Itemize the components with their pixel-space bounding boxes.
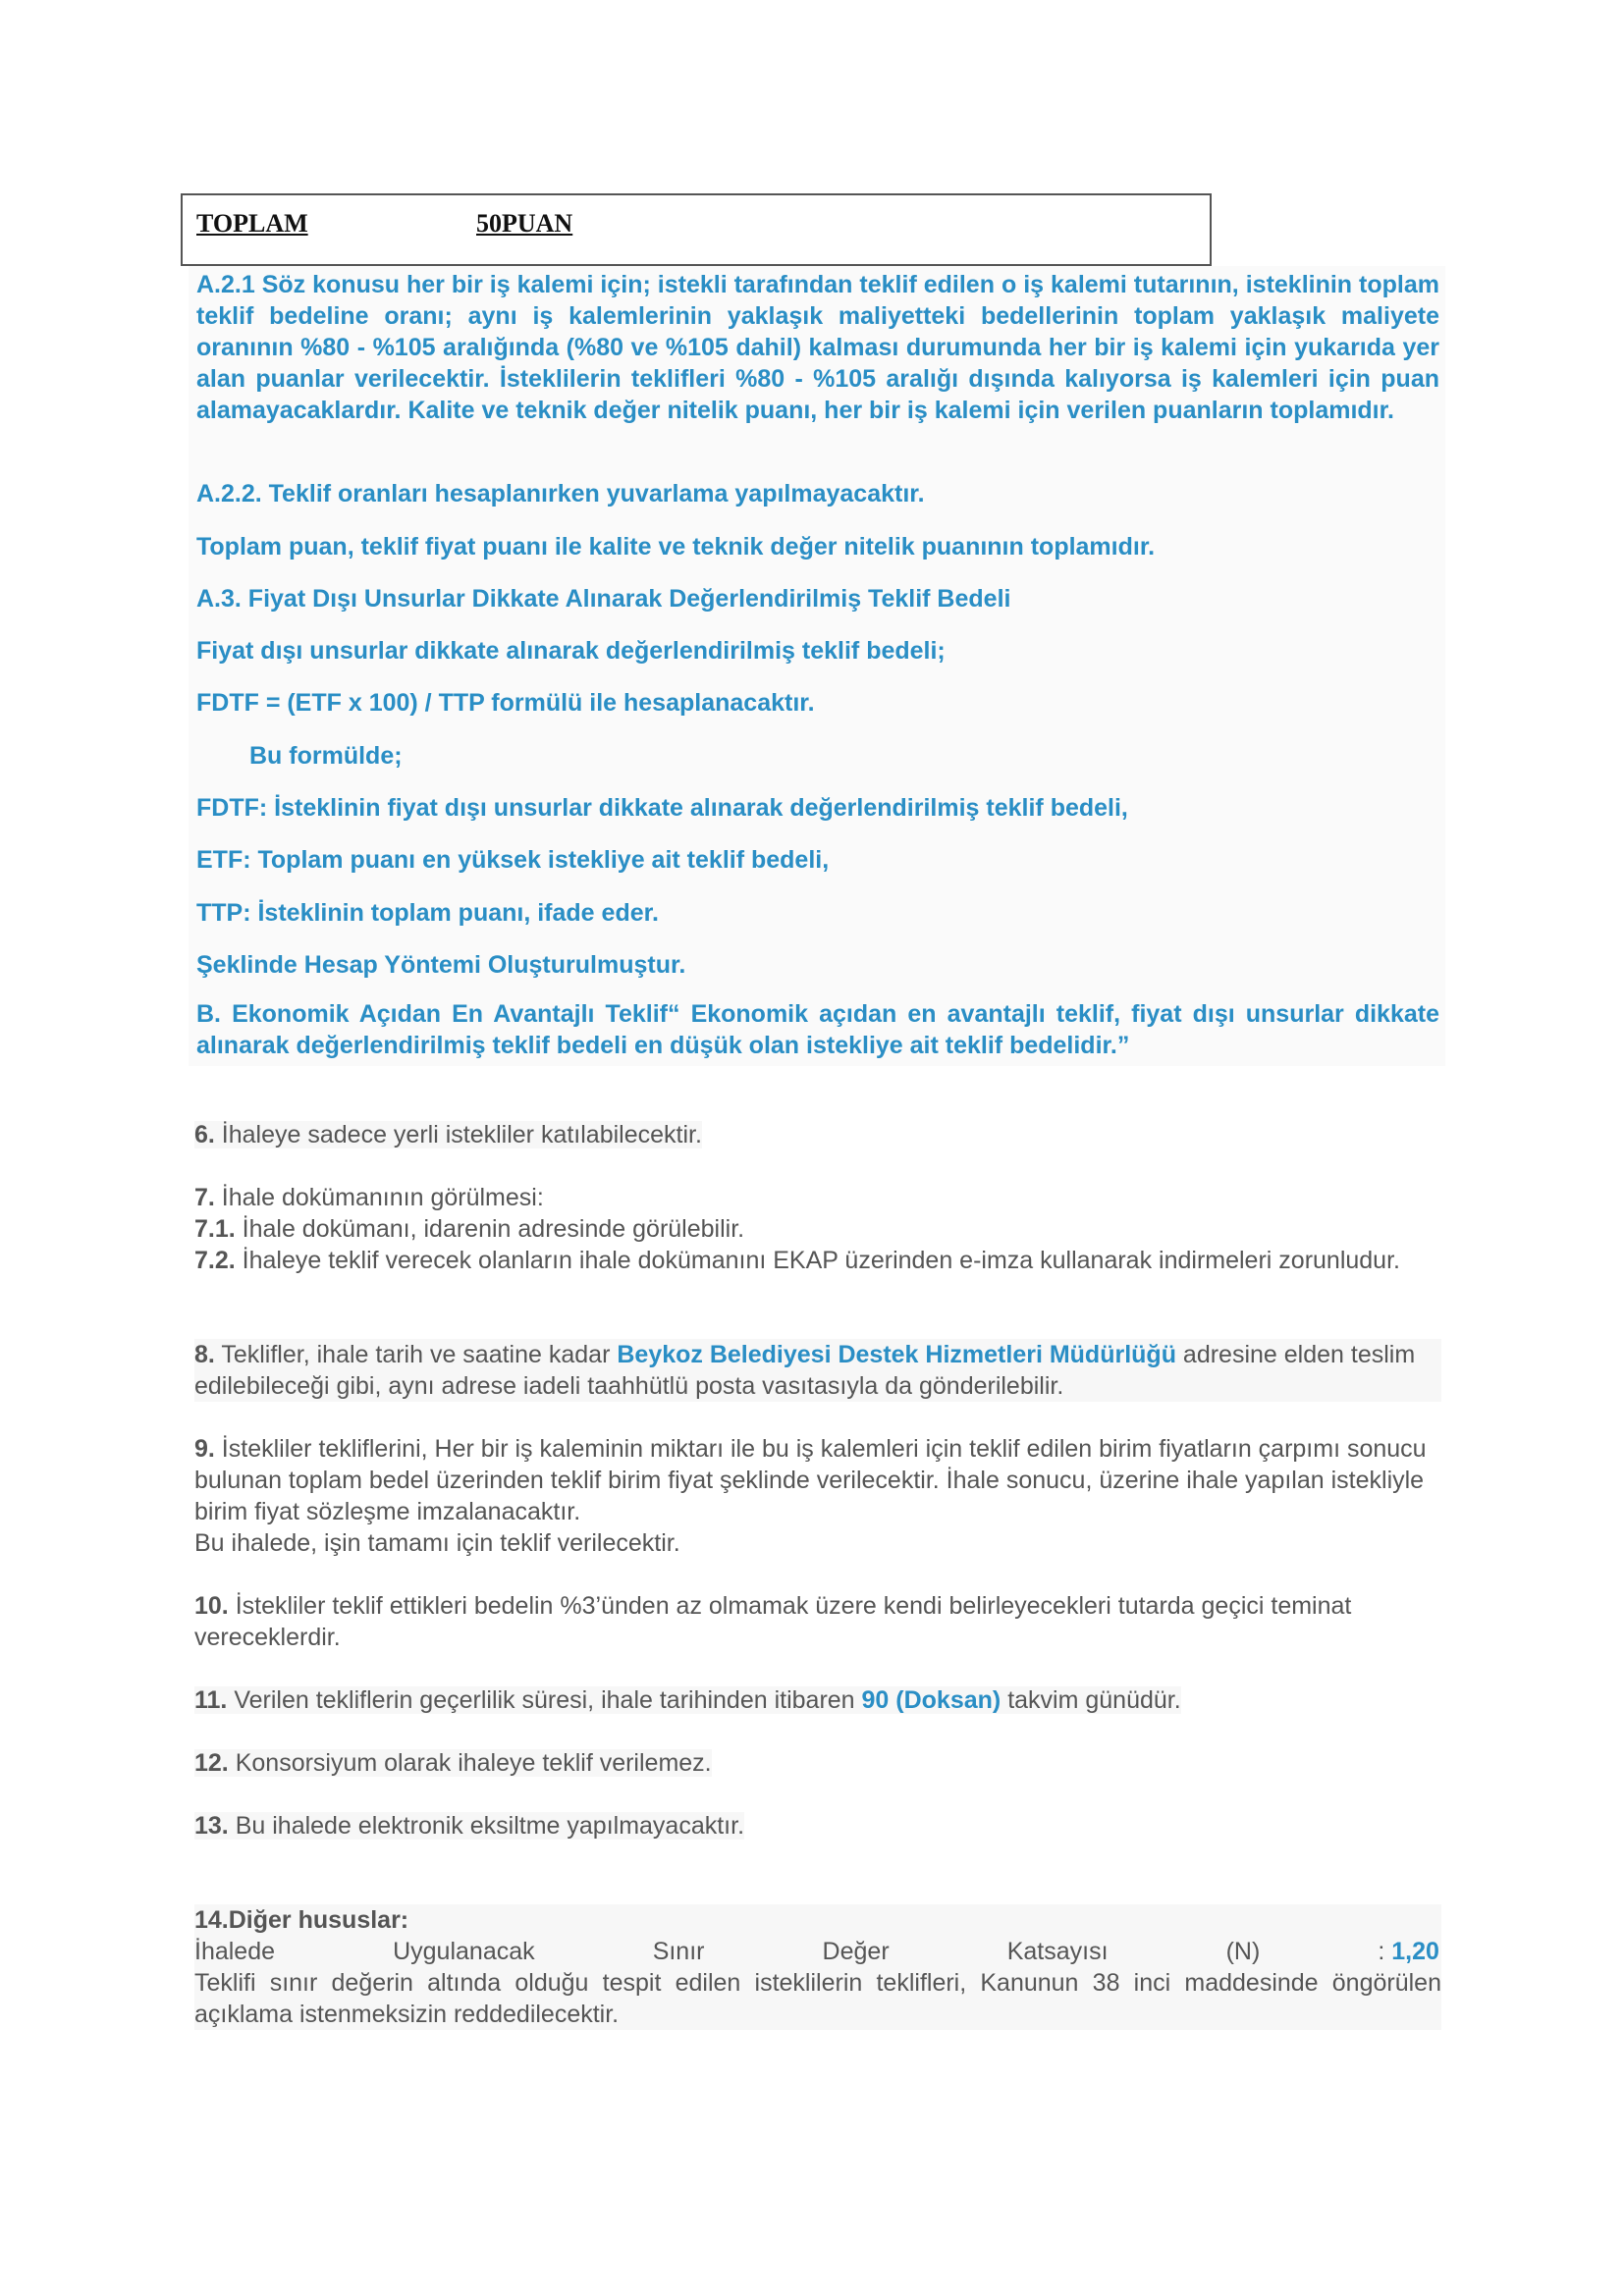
criteria-a3-title: A.3. Fiyat Dışı Unsurlar Dikkate Alınarak Değerlendirilmiş Teklif Bedeli (196, 585, 1011, 613)
section-10-number: 10. (194, 1592, 229, 1620)
criteria-a3-intro: Fiyat dışı unsurlar dikkate alınarak değerlendirilmiş teklif bedeli; (196, 637, 946, 665)
section-9-text: İstekliler tekliflerini, Her bir iş kaleminin miktarı ile bu iş kalemleri için teklif edilen birim fiyatların çarpımı sonucu bulunan toplam bedel üzerinden teklif birim fiyat şeklinde verilecektir. İhale sonucu, üzerine ihale yapılan istekliyle birim fiyat sözleşme imzalanacaktır. (194, 1435, 1427, 1525)
section-8-office-name: Beykoz Belediyesi Destek Hizmetleri Müdürlüğü (617, 1341, 1176, 1368)
section-9-text-2: Bu ihalede, işin tamamı için teklif verilecektir. (194, 1529, 680, 1557)
n-word-6: (N) (1225, 1938, 1261, 1965)
criteria-def-fdtf: FDTF: İsteklinin fiyat dışı unsurlar dikkate alınarak değerlendirilmiş teklif bedeli, (196, 794, 1128, 822)
n-word-2: Uygulanacak (393, 1938, 535, 1965)
section-14 (194, 1904, 1441, 2030)
section-11-text-start: Verilen tekliflerin geçerlilik süresi, ihale tarihinden itibaren (227, 1686, 862, 1714)
section-12 (194, 1747, 1441, 1779)
evaluation-criteria-block (189, 266, 1445, 1066)
n-word-3: Sınır (652, 1938, 705, 1965)
criteria-a21: A.2.1 Söz konusu her bir iş kalemi için; istekli tarafından teklif edilen o iş kalemi tutarının, isteklinin toplam teklif bedeline oranı; aynı iş kalemlerinin yaklaşık maliyetteki bedellerinin toplam yaklaşık maliyete oranının %80 - %105 aralığında (%80 ve %105 dahil) kalması durumunda her bir iş kalemi için yukarıda yer alan puanlar verilecektir. İsteklilerin teklifleri %80 - %105 aralığı dışında kalıyorsa iş kalemleri için puan alamayacaklardır. Kalite ve teknik değer nitelik puanı, her bir iş kalemi için verilen puanların toplamıdır. (196, 271, 1439, 424)
section-14-note: Teklifi sınır değerin altında olduğu tespit edilen isteklilerin teklifleri, Kanunun 38 inci maddesinde öngörülen açıklama istenmeksizin reddedilecektir. (194, 1969, 1441, 2028)
n-value-group (1378, 1936, 1439, 1967)
section-9 (194, 1433, 1441, 1559)
criteria-a22: A.2.2. Teklif oranları hesaplanırken yuvarlama yapılmayacaktır. (196, 480, 925, 507)
n-word-1: İhalede (194, 1938, 276, 1965)
total-score-table (181, 193, 1212, 266)
section-7-1-number: 7.1. (194, 1215, 236, 1243)
section-8-text-end: adresine elden teslim edilebileceği gibi, aynı adrese iadeli taahhütlü posta vasıtasıyla da gönderilebilir. (194, 1341, 1416, 1400)
section-13-number: 13. (194, 1812, 229, 1840)
section-13 (194, 1810, 1441, 1842)
criteria-formula: FDTF = (ETF x 100) / TTP formülü ile hesaplanacaktır. (196, 689, 815, 717)
section-7-2-text: İhaleye teklif verecek olanların ihale dokümanını EKAP üzerinden e-imza kullanarak indirmeleri zorunludur. (235, 1247, 1400, 1274)
section-11-validity-days: 90 (Doksan) (861, 1686, 1001, 1714)
section-7 (194, 1182, 1441, 1276)
section-7-number: 7. (194, 1184, 215, 1211)
total-value: 50PUAN (476, 209, 573, 238)
criteria-method: Şeklinde Hesap Yöntemi Oluşturulmuştur. (196, 951, 686, 979)
criteria-b: B. Ekonomik Açıdan En Avantajlı Teklif“ Ekonomik açıdan en avantajlı teklif, fiyat dışı unsurlar dikkate alınarak değerlendirilmiş teklif bedeli en düşük olan istekliye ait teklif bedelidir.” (196, 1000, 1439, 1059)
criteria-def-ttp: TTP: İsteklinin toplam puanı, ifade eder. (196, 899, 659, 927)
section-9-number: 9. (194, 1435, 215, 1463)
n-value: 1,20 (1391, 1938, 1439, 1965)
section-7-2-number: 7.2. (194, 1247, 236, 1274)
n-word-4: Değer (822, 1938, 890, 1965)
section-6-number: 6. (194, 1121, 215, 1148)
section-7-text: İhale dokümanının görülmesi: (214, 1184, 544, 1211)
section-6 (194, 1119, 1441, 1150)
section-7-1-text: İhale dokümanı, idarenin adresinde görülebilir. (235, 1215, 745, 1243)
section-8-text-start: Teklifler, ihale tarih ve saatine kadar (214, 1341, 618, 1368)
section-6-text: İhaleye sadece yerli istekliler katılabilecektir. (214, 1121, 702, 1148)
section-8 (194, 1339, 1441, 1402)
n-colon: : (1378, 1938, 1385, 1965)
section-8-number: 8. (194, 1341, 215, 1368)
limit-coefficient-row (194, 1936, 1439, 1967)
total-label: TOPLAM (196, 209, 308, 238)
section-13-text: Bu ihalede elektronik eksiltme yapılmayacaktır. (228, 1812, 745, 1840)
section-10 (194, 1590, 1441, 1653)
criteria-formula-where: Bu formülde; (249, 742, 403, 770)
section-12-text: Konsorsiyum olarak ihaleye teklif verilemez. (228, 1749, 712, 1777)
section-11-text-end: takvim günüdür. (1001, 1686, 1181, 1714)
criteria-def-etf: ETF: Toplam puanı en yüksek istekliye ait teklif bedeli, (196, 846, 830, 874)
section-11-number: 11. (194, 1686, 228, 1714)
n-word-5: Katsayısı (1006, 1938, 1109, 1965)
section-12-number: 12. (194, 1749, 229, 1777)
section-14-title: 14.Diğer hususlar: (194, 1906, 409, 1934)
section-11 (194, 1684, 1441, 1716)
section-10-text: İstekliler teklif ettikleri bedelin %3’ünden az olmamak üzere kendi belirleyecekleri tutarda geçici teminat vereceklerdir. (194, 1592, 1352, 1651)
criteria-total-score: Toplam puan, teklif fiyat puanı ile kalite ve teknik değer nitelik puanının toplamıdır. (196, 533, 1156, 561)
